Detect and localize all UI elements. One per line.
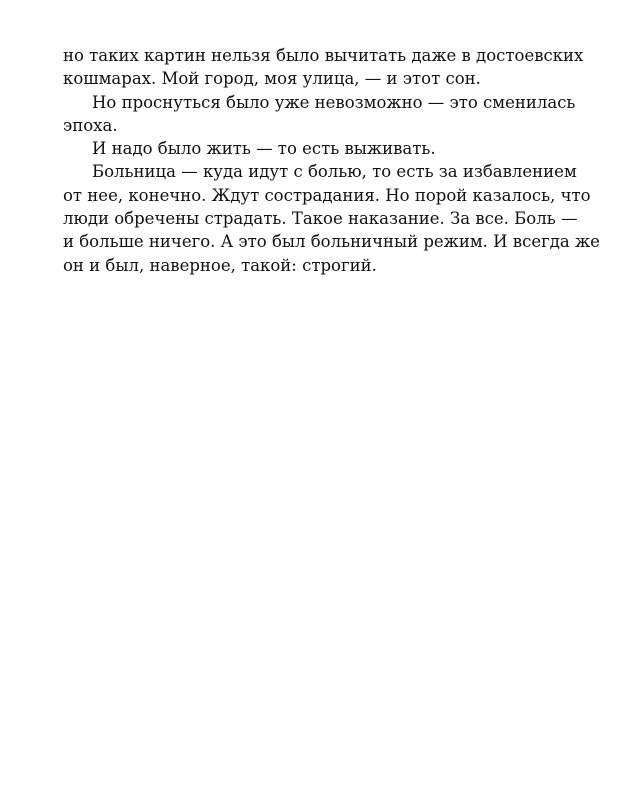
text-line-6: Больница — куда идут с болью, то есть за избавлением (92, 162, 577, 182)
text-line-4: эпоха. (63, 115, 118, 135)
text-line-1: но таких картин нельзя было вычитать даже в достоевских (63, 46, 584, 65)
text-line-9: и больше ничего. А это был больничный режим. И всегда же (63, 232, 600, 252)
text-line-2: кошмарах. Мой город, моя улица, — и этот сон. (63, 69, 481, 89)
text-line-10: он и был, наверное, такой: строгий. (63, 255, 377, 275)
page-body-text (63, 44, 600, 277)
text-line-3: Но проснуться было уже невозможно — это сменилась (92, 92, 576, 112)
text-line-8: люди обречены страдать. Такое наказание. За все. Боль — (63, 209, 578, 229)
text-line-5: И надо было жить — то есть выживать. (92, 139, 436, 159)
text-line-7: от нее, конечно. Ждут сострадания. Но порой казалось, что (63, 185, 591, 205)
